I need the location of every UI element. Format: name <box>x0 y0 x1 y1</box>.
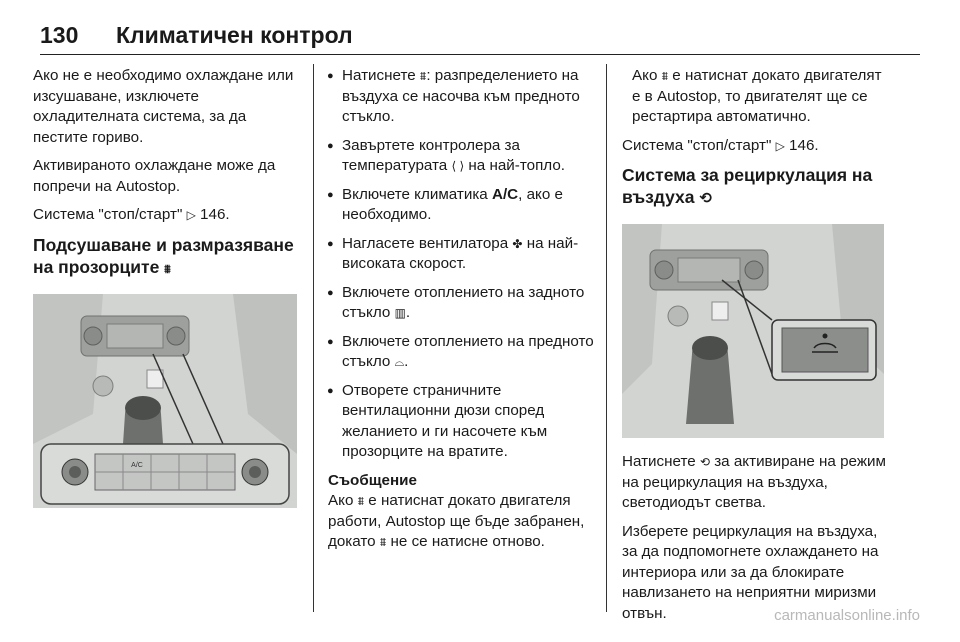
page-header <box>40 22 920 55</box>
section-heading <box>33 234 301 280</box>
heading-text: Система за рециркулация на въздуха <box>622 165 873 207</box>
paragraph <box>622 136 892 157</box>
note-title: Съобщение <box>328 471 417 489</box>
paragraph <box>33 205 301 226</box>
watermark: carmanualsonline.info <box>774 607 920 624</box>
windscreen-heating-icon: ⌓ <box>394 355 405 369</box>
list-item: ● Включете отоплението на предното стъкло ⌓. <box>328 332 598 373</box>
list-item: ● Отворете страничните вентилационни дюзи според желанието и ги насочете към прозорците на вратите. <box>328 381 598 463</box>
paragraph: Ако ⩩ е натиснат докато двигателят е в Autostop, то двигателят ще се рестартира автоматично. <box>632 67 882 125</box>
page-number: 130 <box>40 22 79 48</box>
column-right <box>622 66 892 632</box>
air-recirculation-icon: ⟲ <box>699 455 710 469</box>
column-middle <box>328 66 598 561</box>
defrost-icon: ⩩ <box>164 261 171 276</box>
page-ref-icon: ▷ <box>775 138 785 153</box>
cross-ref-text: Система "стоп/старт" <box>622 136 772 154</box>
fan-icon: ✤ <box>512 236 523 251</box>
paragraph: Натиснете ⟲ за активиране на режим на рециркулация на въздуха, светодиодът светва. <box>622 453 886 511</box>
page-ref-icon: ▷ <box>186 208 196 222</box>
list-item: ● Завъртете контролера за температурата ⟨ ⟩ на най-топло. <box>328 136 598 177</box>
air-recirculation-icon: ⟲ <box>699 190 712 207</box>
instruction-list <box>328 66 598 463</box>
column-divider <box>606 64 607 612</box>
defrost-icon: ⩩ <box>379 535 387 549</box>
paragraph: Активираното охлаждане може да попречи на Autostop. <box>33 157 276 195</box>
column-divider <box>313 64 314 612</box>
climate-panel-svg <box>33 294 297 508</box>
list-item: ● Включете климатика A/C, ако е необходимо. <box>328 185 598 226</box>
temperature-dial-icon: ⟨ ⟩ <box>451 159 465 173</box>
list-item: ● Натиснете ⩩: разпределението на въздуха се насочва към предното стъкло. <box>328 66 598 128</box>
cross-ref-page: 146. <box>789 136 819 154</box>
climate-panel-illustration <box>33 294 297 508</box>
column-left <box>33 66 301 508</box>
paragraph: Ако не е необходимо охлаждане или изсушаване, изключете охладителната система, за да пестите гориво. <box>33 67 294 146</box>
cross-ref-page: 146. <box>200 206 230 223</box>
rear-window-heating-icon: ▥ <box>394 306 406 320</box>
recirculation-svg <box>622 224 884 438</box>
cross-ref-text: Система "стоп/старт" <box>33 206 183 223</box>
defrost-icon: ⩩ <box>357 494 365 508</box>
defrost-icon: ⩩ <box>419 69 427 83</box>
paragraph: Изберете рециркулация на въздуха, за да подпомогнете охлаждането на интериора или за да блокирате навлизането на неприятни миризми отвън. <box>622 522 879 622</box>
list-item: ● Нагласете вентилатора ✤ на най-високата скорост. <box>328 234 598 275</box>
list-item: ● Включете отоплението на задното стъкло ▥. <box>328 283 598 324</box>
ac-label: A/C <box>491 185 519 203</box>
section-heading <box>622 164 892 210</box>
page-title: Климатичен контрол <box>116 22 353 48</box>
defrost-icon: ⩩ <box>661 69 669 83</box>
ac-button-label: A/C <box>131 461 143 469</box>
recirculation-button-illustration <box>622 224 884 438</box>
heading-text: Подсушаване и размразяване на прозорците <box>33 234 294 277</box>
note-text: Ако ⩩ е натиснат докато двигателя работи, Autostop ще бъде забранен, докато ⩩ не се натисне отново. <box>328 491 598 553</box>
